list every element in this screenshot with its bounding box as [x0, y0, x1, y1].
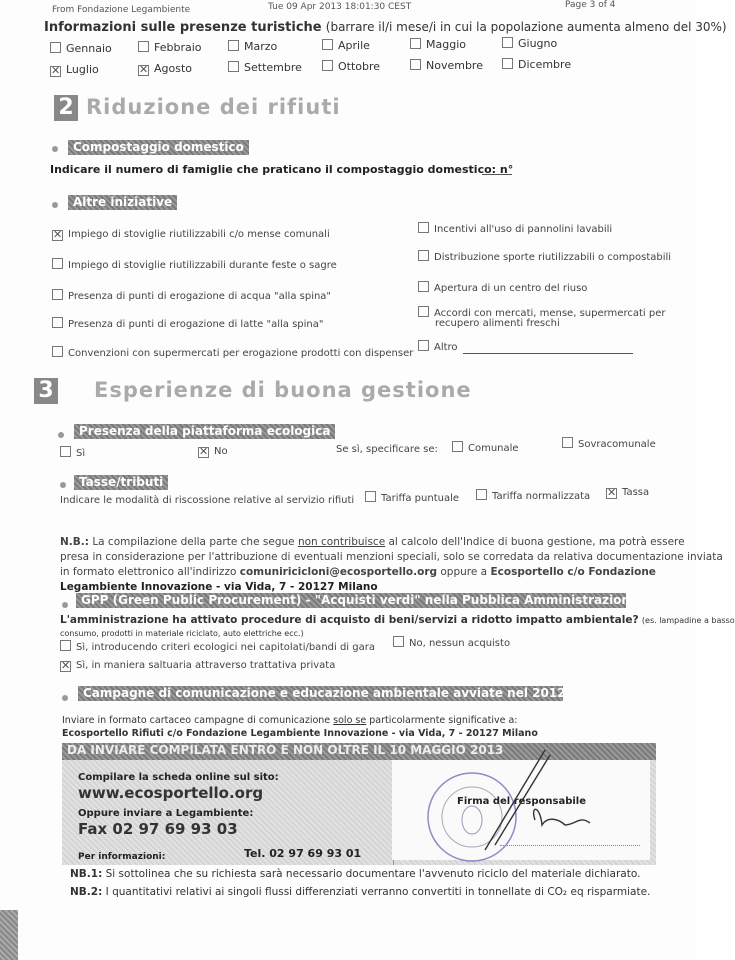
label: Tariffa puntuale [381, 493, 460, 504]
gpp-option[interactable] [60, 640, 375, 653]
campagne-bar: Campagne di comunicazione e educazione ambientale avviate nel 2012 [78, 686, 563, 701]
checkbox[interactable] [52, 317, 63, 328]
checkbox[interactable] [52, 289, 63, 300]
label: Sovracomunale [578, 439, 656, 450]
tourism-note: (barrare il/i mese/i in cui la popolazione aumenta almeno del 30%) [325, 20, 727, 34]
label: Tariffa normalizzata [492, 491, 591, 502]
altro-input[interactable] [463, 353, 633, 354]
online-label: Compilare la scheda online sul sito: [78, 772, 279, 783]
tourism-heading [44, 20, 727, 35]
nb-lead: N.B.: [60, 536, 89, 548]
altre-left-item[interactable] [52, 317, 324, 330]
checkbox[interactable] [410, 38, 421, 49]
scan-edge [0, 910, 18, 960]
checkbox[interactable] [410, 59, 421, 70]
month-febbraio[interactable] [138, 41, 202, 54]
text: La compilazione della parte che segue [92, 536, 298, 548]
bullet-icon [52, 146, 58, 152]
month-ottobre[interactable] [322, 60, 380, 73]
label: Presenza di punti di erogazione di acqua "alla spina" [68, 291, 332, 302]
month-giugno[interactable] [502, 37, 557, 50]
option-sovracomunale[interactable] [562, 437, 656, 450]
tasse-option[interactable] [476, 489, 590, 502]
specify-label: Se sì, specificare se: [336, 444, 438, 455]
email-address: comuniricicloni@ecosportello.org [239, 566, 438, 578]
checkbox[interactable] [418, 222, 429, 233]
checkbox[interactable] [418, 306, 429, 317]
tel-number: Tel. 02 97 69 93 01 [244, 847, 362, 860]
checkbox[interactable] [60, 640, 71, 651]
checkbox-checked[interactable]: ✕ [199, 445, 209, 458]
month-dicembre[interactable] [502, 58, 571, 71]
address: Legambiente Innovazione - via Vida, 7 - 20127 Milano [60, 581, 378, 593]
checkbox[interactable] [502, 58, 513, 69]
label: Giugno [518, 37, 558, 50]
checkbox-checked[interactable]: ✕ [61, 659, 71, 672]
text-underlined: solo se [333, 715, 367, 726]
text: Inviare in formato cartaceo campagne di comunicazione [62, 715, 334, 726]
altre-left-item[interactable] [52, 346, 413, 359]
month-luglio[interactable] [50, 63, 99, 77]
checkbox[interactable] [138, 41, 149, 52]
fax-page: Page 3 of 4 [565, 0, 616, 10]
handwritten-signature [470, 745, 600, 855]
label: No [214, 446, 228, 457]
checkbox[interactable] [322, 39, 333, 50]
section-3-title: Esperienze di buona gestione [94, 378, 472, 402]
checkbox-checked[interactable]: ✕ [607, 486, 617, 499]
checkbox[interactable] [393, 636, 404, 647]
label: Agosto [154, 62, 193, 75]
fax-from: From Fondazione Legambiente [52, 5, 191, 15]
checkbox[interactable] [418, 340, 429, 351]
checkbox[interactable] [452, 441, 463, 452]
label: Distribuzione sporte riutilizzabili o compostabili [434, 252, 672, 263]
fax-date: Tue 09 Apr 2013 18:01:30 CEST [268, 2, 412, 12]
tourism-title: Informazioni sulle presenze turistiche [44, 20, 322, 35]
text: presa in considerazione per l'attribuzione di eventuali menzioni speciali, solo se corredata da relativa documentazione inviata [60, 551, 723, 563]
label: Accordi con mercati, mense, supermercati per [434, 308, 666, 319]
label: Sì [76, 448, 86, 459]
tasse-option[interactable] [365, 491, 459, 504]
or-label: Oppure inviare a Legambiente: [78, 808, 254, 819]
altre-left-item[interactable] [52, 289, 331, 302]
option-comunale[interactable] [452, 441, 519, 454]
info-label: Per informazioni: [78, 852, 166, 862]
label: Gennaio [66, 42, 112, 55]
label: Dicembre [518, 58, 572, 71]
tasse-option[interactable] [606, 487, 649, 499]
label: Presenza di punti di erogazione di latte "alla spina" [68, 319, 324, 330]
tasse-question: Indicare le modalità di riscossione relative al servizio rifiuti [60, 495, 355, 506]
section-2-title: Riduzione dei rifiuti [86, 95, 341, 119]
text: Si sottolinea che su richiesta sarà necessario documentare l'avvenuto riciclo del materiale dichiarato. [102, 868, 641, 880]
bullet-icon [62, 695, 68, 701]
option-si[interactable] [60, 446, 85, 459]
month-gennaio[interactable] [50, 42, 112, 55]
nb2-note [70, 886, 650, 898]
label: Impiego di stoviglie riutilizzabili c/o mense comunali [68, 229, 330, 240]
tasse-bar: Tasse/tributi [74, 475, 168, 490]
label: Febbraio [154, 41, 202, 54]
checkbox[interactable] [322, 60, 333, 71]
label: recupero alimenti freschi [435, 318, 560, 329]
section-2-number: 2 [54, 95, 78, 121]
bullet-icon [62, 602, 68, 608]
label: No, nessun acquisto [409, 638, 511, 649]
compost-input[interactable] [482, 174, 512, 175]
label: Sì, introducendo criteri ecologici nei capitolati/bandi di gara [76, 642, 375, 653]
piattaforma-bar: Presenza della piattaforma ecologica [74, 424, 335, 439]
nb1-note [70, 868, 640, 880]
checkbox[interactable] [52, 258, 63, 269]
altre-right-item[interactable] [418, 222, 612, 235]
fax-number: Fax 02 97 69 93 03 [78, 820, 238, 838]
gpp-option[interactable] [393, 636, 510, 649]
checkbox[interactable] [502, 37, 513, 48]
label: Marzo [244, 40, 278, 53]
checkbox-checked[interactable]: ✕ [139, 63, 149, 76]
label: Novembre [426, 59, 483, 72]
altre-right-item[interactable] [418, 306, 666, 329]
label: Apertura di un centro del riuso [434, 283, 588, 294]
campagne-text [62, 714, 538, 740]
label: Impiego di stoviglie riutilizzabili durante feste o sagre [68, 260, 337, 271]
label: Incentivi all'uso di pannolini lavabili [434, 224, 613, 235]
altre-right-item[interactable] [418, 281, 587, 294]
option-no[interactable] [198, 446, 228, 458]
label: Tassa [622, 487, 650, 498]
label: Convenzioni con supermercati per erogazione prodotti con dispenser [68, 348, 414, 359]
label: Settembre [244, 61, 302, 74]
label: Sì, in maniera saltuaria attraverso trattativa privata [76, 660, 336, 671]
label: Comunale [468, 443, 519, 454]
section-3-number: 3 [34, 378, 58, 404]
example: consumo, prodotti in materiale riciclato, auto elettriche ecc.) [60, 629, 304, 638]
gpp-bar: GPP (Green Public Procurement) - "Acquisti verdi" nella Pubblica Amministrazione [76, 593, 626, 608]
label: Maggio [426, 38, 466, 51]
checkbox[interactable] [60, 446, 71, 457]
lead: NB.1: [70, 868, 103, 880]
checkbox-checked[interactable]: ✕ [53, 228, 63, 241]
altre-left-item[interactable] [52, 229, 330, 241]
text-underlined: non contribuisce [297, 536, 386, 548]
label: Ottobre [338, 60, 381, 73]
checkbox[interactable] [476, 489, 487, 500]
signature-label: Firma del responsabile [457, 796, 586, 807]
altre-bar: Altre iniziative [68, 195, 177, 210]
month-novembre[interactable] [410, 59, 483, 72]
checkbox[interactable] [418, 281, 429, 292]
nb-paragraph [60, 535, 723, 595]
text: in formato elettronico all'indirizzo [60, 566, 240, 578]
checkbox[interactable] [52, 346, 63, 357]
checkbox[interactable] [365, 491, 376, 502]
address: Ecosportello Rifiuti c/o Fondazione Legambiente Innovazione - via Vida, 7 - 20127 Milano [62, 728, 538, 739]
label: Aprile [338, 39, 370, 52]
text: particolarmente significative a: [366, 715, 518, 726]
checkbox-checked[interactable]: ✕ [51, 64, 61, 77]
text: Ecosportello c/o Fondazione [490, 566, 656, 578]
lead: NB.2: [70, 886, 103, 898]
label: Luglio [66, 63, 99, 76]
checkbox[interactable] [562, 437, 573, 448]
month-aprile[interactable] [322, 39, 370, 52]
month-marzo[interactable] [228, 40, 277, 53]
gpp-option[interactable] [60, 660, 335, 672]
altre-right-item[interactable] [418, 250, 671, 263]
altre-right-item[interactable] [418, 340, 458, 353]
month-agosto[interactable] [138, 62, 192, 76]
month-maggio[interactable] [410, 38, 466, 51]
checkbox[interactable] [228, 61, 239, 72]
compost-question: Indicare il numero di famiglie che praticano il compostaggio domestico: n° [50, 163, 514, 176]
bullet-icon [58, 432, 64, 438]
month-settembre[interactable] [228, 61, 302, 74]
example: (es. lampadine a basso [641, 616, 735, 625]
label: Altro [434, 342, 458, 353]
altre-left-item[interactable] [52, 258, 337, 271]
question: L'amministrazione ha attivato procedure di acquisto di beni/servizi a ridotto impatto ambientale? [60, 614, 639, 626]
compost-bar: Compostaggio domestico [68, 140, 249, 155]
deadline-bar: DA INVIARE COMPILATA ENTRO E NON OLTRE IL 10 MAGGIO 2013 [62, 743, 656, 760]
bullet-icon [60, 482, 66, 488]
checkbox[interactable] [50, 42, 61, 53]
text: al calcolo dell'Indice di buona gestione, ma potrà essere [385, 536, 685, 548]
text: oppure a [437, 566, 491, 578]
checkbox[interactable] [418, 250, 429, 261]
checkbox[interactable] [228, 40, 239, 51]
website-link[interactable]: www.ecosportello.org [78, 784, 264, 802]
bullet-icon [52, 202, 58, 208]
text: I quantitativi relativi ai singoli flussi differenziati verranno convertiti in tonnellate di CO₂ eq risparmiate. [102, 886, 651, 898]
